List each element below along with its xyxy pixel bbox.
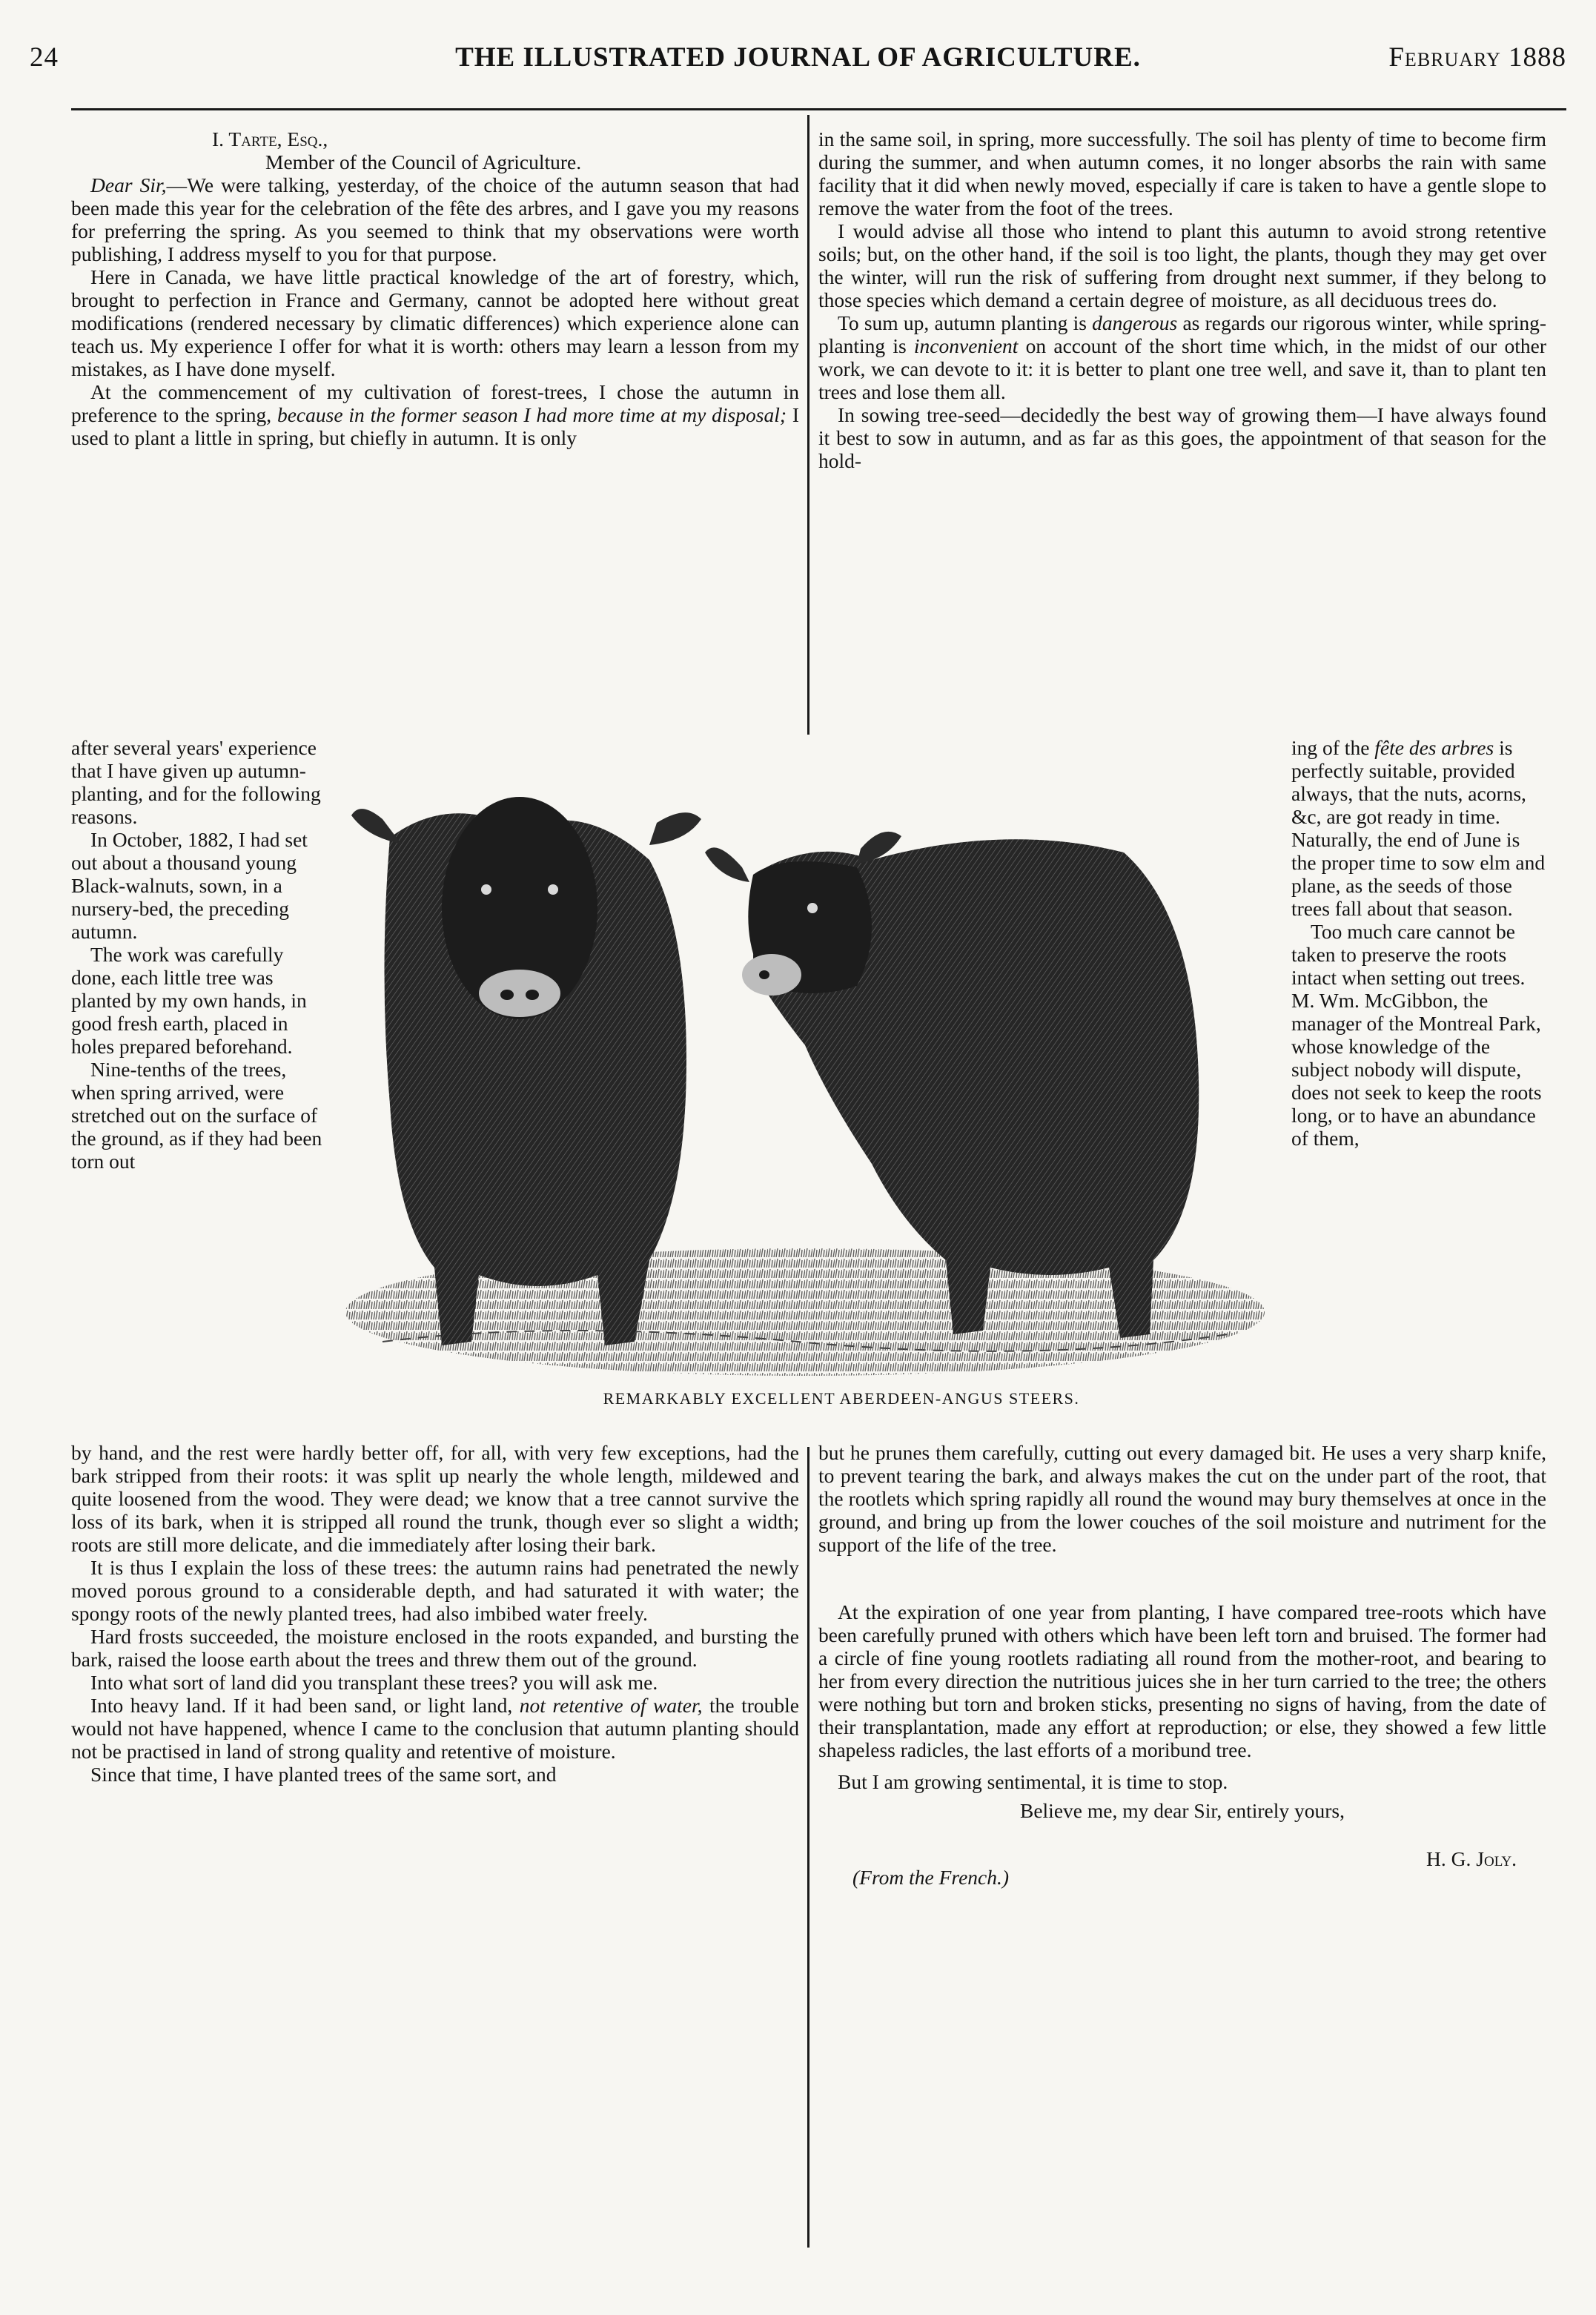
left-column-lower	[71, 1441, 799, 1786]
running-head	[30, 42, 1566, 74]
aberdeen-angus-steers-engraving	[338, 749, 1272, 1386]
left-column-narrow	[71, 736, 329, 1173]
paragraph: by hand, and the rest were hardly better off, for all, with very few exceptions, had the bark stripped from their roots: it was split up nearly the whole length, mildewed and quite loosened from the wood. They were dead; we know that a tree cannot survive the loss of its bark, when it is stripped all round the trunk, though ever so slight a width; roots are still more delicate, and die immediately after losing their bark.	[71, 1441, 799, 1556]
paragraph: ing of the fête des arbres is perfectly suitable, provided always, that the nuts, acorns, &c, are got ready in time. Naturally, the end of June is the proper time to sow elm and plane, as the seeds of those trees fall about that season.	[1291, 736, 1546, 920]
paragraph: Into what sort of land did you transplant these trees? you will ask me.	[90, 1671, 658, 1694]
paragraph: Into heavy land. If it had been sand, or light land, not retentive of water, the trouble would not have happened, whence I came to the conclusion that autumn planting should not be practised in land of strong quality and retentive of moisture.	[71, 1694, 799, 1763]
column-divider-lower	[807, 1447, 809, 2248]
paragraph: In October, 1882, I had set out about a thousand young Black-walnuts, sown, in a nursery-bed, the preceding autumn.	[71, 828, 308, 943]
paragraph: To sum up, autumn planting is dangerous as regards our rigorous winter, while spring-planting is inconvenient on account of the short time which, in the midst of our other work, we can devote to it: it is better to plant one tree well, and save it, than to plant ten trees and lose them all.	[818, 311, 1546, 403]
paragraph: At the expiration of one year from planting, I have compared tree-roots which have been carefully pruned with others which have been left torn and bruised. The former had a circle of fine young rootlets radiating all round from the mother-root, and bearing to her from every direction the nutritious juices she in her turn carried to the tree; the others were nothing but torn and broken sticks, presenting no signs of having, from the date of their transplantation, made any effort at reproduction; or else, they showed a few little shapeless radicles, the last efforts of a moribund tree.	[818, 1600, 1546, 1761]
left-steer	[351, 797, 701, 1345]
column-divider-upper	[807, 115, 809, 735]
signature: H. G. Joly.	[1426, 1847, 1517, 1870]
figure-caption: REMARKABLY EXCELLENT ABERDEEN-ANGUS STEERS.	[603, 1389, 1080, 1408]
paragraph: The work was carefully done, each little tree was planted by my own hands, in good fresh earth, placed in holes prepared beforehand.	[71, 943, 307, 1058]
paragraph: but he prunes them carefully, cutting out every damaged bit. He uses a very sharp knife, to prevent tearing the bark, and always makes the cut on the under part of the root, that the rootlets which spring rapidly all round the wound may bury themselves at once in the ground, and bring up from the lower couches of the soil moisture and nutriment for the support of the life of the tree.	[818, 1441, 1546, 1556]
header-rule	[71, 108, 1566, 110]
paragraph: Dear Sir,—We were talking, yesterday, of the choice of the autumn season that had been made this year for the celebration of the fête des arbres, and I gave you my reasons for preferring the spring. As you seemed to think that my observations were worth publishing, I address myself to you for that purpose.	[71, 173, 800, 265]
paragraph: Nine-tenths of the trees, when spring arrived, were stretched out on the surface of the ground, as if they had been torn out	[71, 1058, 322, 1173]
source-note: (From the French.)	[852, 1866, 1010, 1889]
paragraph: At the commencement of my cultivation of forest-trees, I chose the autumn in preference to the spring, because in the former season I had more time at my disposal; I used to plant a little in spring, but chiefly in autumn. It is only	[71, 380, 799, 449]
paragraph: I would advise all those who intend to plant this autumn to avoid strong retentive soils; but, on the other hand, if the soil is too light, the plants, though they may get over the winter, will run the risk of suffering from drought next summer, if they belong to those species which demand a certain degree of moisture, as all deciduous trees do.	[818, 219, 1546, 311]
right-column-upper	[818, 127, 1546, 472]
journal-title: THE ILLUSTRATED JOURNAL OF AGRICULTURE.	[455, 42, 1141, 73]
right-column-narrow	[1291, 736, 1546, 1150]
paragraph: In sowing tree-seed—decidedly the best way of growing them—I have always found it best to sow in autumn, and as far as this goes, the appointment of that season for the hold-	[818, 403, 1546, 472]
paragraph: Hard frosts succeeded, the moisture enclosed in the roots expanded, and bursting the bark, raised the loose earth about the trees and threw them out of the ground.	[71, 1625, 799, 1671]
addressee: I. Tarte, Esq.,	[212, 127, 328, 150]
paragraph: But I am growing sentimental, it is time to stop.	[838, 1770, 1228, 1793]
addressee-role: Member of the Council of Agriculture.	[265, 150, 582, 173]
paragraph: Since that time, I have planted trees of the same sort, and	[90, 1763, 557, 1786]
paragraph: It is thus I explain the loss of these trees: the autumn rains had penetrated the newly moved porous ground to a considerable depth, and had saturated it with water; the spongy roots of the newly planted trees, had also imbibed water freely.	[71, 1556, 799, 1625]
page-number: 24	[30, 42, 59, 73]
right-column-lower	[818, 1441, 1546, 1889]
paragraph: after several years' experience that I have given up autumn-planting, and for the following reasons.	[71, 736, 321, 828]
paragraph: Too much care cannot be taken to preserve the roots intact when setting out trees. M. Wm. McGibbon, the manager of the Montreal Park, whose knowledge of the subject nobody will dispute, does not seek to keep the roots long, or to have an abundance of them,	[1291, 920, 1542, 1150]
left-column-upper	[71, 127, 799, 449]
paragraph: Here in Canada, we have little practical knowledge of the art of forestry, which, brought to perfection in France and Germany, cannot be adopted here without great modifications (rendered necessary by climatic differences) which experience alone can teach us. My experience I offer for what it is worth: others may learn a lesson from my mistakes, as I have done myself.	[71, 265, 799, 380]
closing: Believe me, my dear Sir, entirely yours,	[1019, 1799, 1345, 1822]
paragraph: in the same soil, in spring, more successfully. The soil has plenty of time to become firm during the summer, and when autumn comes, it no longer absorbs the rain with same facility that it did when newly moved, especially if care is taken to have a gentle slope to remove the water from the foot of the trees.	[818, 127, 1546, 219]
salutation: Dear Sir,	[90, 173, 167, 196]
issue-date: February 1888	[1388, 42, 1566, 73]
